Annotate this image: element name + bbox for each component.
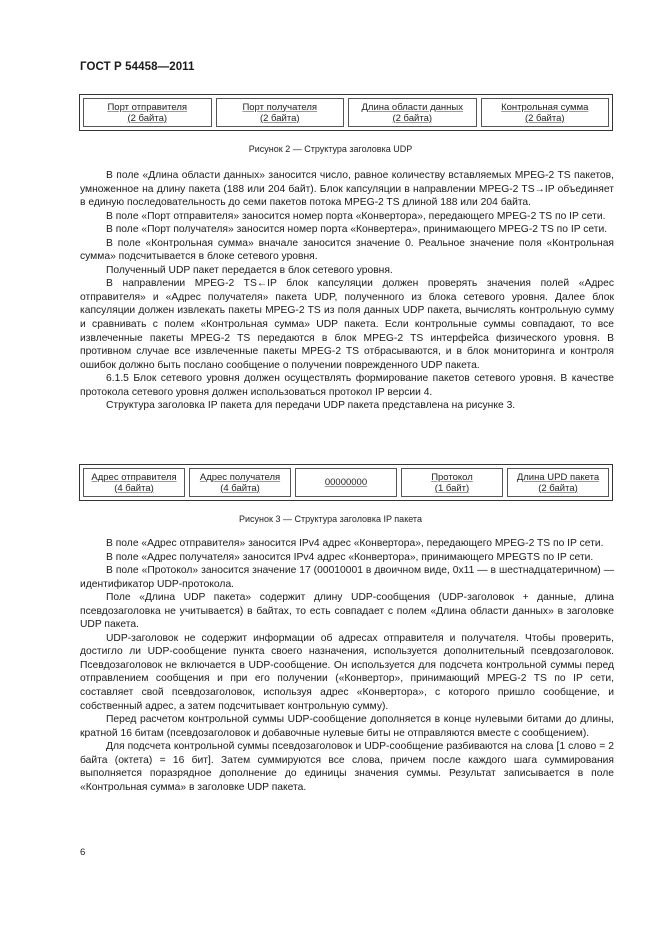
ip-field-udp-length: [507, 468, 609, 497]
field-label: Порт получателя: [242, 101, 318, 113]
field-size: (2 байта): [259, 112, 300, 124]
body-text-section-2: [80, 537, 614, 794]
field-size: (2 байта): [392, 112, 433, 124]
standard-header: ГОСТ Р 54458—2011: [80, 61, 195, 73]
field-size: (2 байта): [524, 112, 565, 124]
paragraph: Структура заголовка IP пакета для передачи UDP пакета представлена на рисунке 3.: [106, 400, 516, 412]
field-label: Адрес получателя: [199, 471, 281, 483]
ip-field-source-address: [83, 468, 185, 497]
field-label: Порт отправителя: [107, 101, 188, 113]
field-size: (4 байта): [114, 482, 154, 494]
paragraph: Для подсчета контрольной суммы псевдозаголовок и UDP-сообщение разбиваются на слова [1 слово = 2 байта (октета) = 16 бит]. Затем суммируются все слова, причем после каждого шага суммирования выполняется поразрядное дополнение до единицы значения суммы. Результат записывается в поле «Контрольная сумма» в заголовке UDP пакета.: [80, 741, 614, 793]
paragraph: В поле «Адрес получателя» заносится IPv4 адрес «Конвертора», принимающего MPEGTS по IP сети.: [106, 551, 594, 563]
udp-header-diagram: [79, 94, 613, 131]
field-label: Адрес отправителя: [91, 471, 177, 483]
udp-field-checksum: [481, 98, 610, 127]
paragraph: Полученный UDP пакет передается в блок сетевого уровня.: [106, 264, 393, 276]
paragraph: В поле «Длина области данных» заносится число, равное количеству вставляемых MPEG-2 TS пакетов, умноженное на длину пакета (188 или 204 байт). Блок капсуляции в направлении MPEG-2 TS→IP объединяет в единую последовательность до семи пакетов потока MPEG-2 TS длиной 188 или 204 байта.: [80, 170, 614, 209]
paragraph: В направлении MPEG-2 TS←IP блок капсуляции должен проверять значения полей «Адрес отправителя» и «Адрес получателя» пакета UDP, полученного из блока сетевого уровня. Далее блок капсуляции должен извлекать пакеты MPEG-2 TS из поля данных UDP пакета, вычислять контрольную сумму и сравнивать с полем «Контрольная сумма» UDP пакета. Если контрольные суммы совпадают, то все извлеченные пакеты MPEG-2 TS передаются в блок MPEG-2 TS интерфейса физического уровня. В противном случае все извлеченные пакеты MPEG-2 TS отбрасываются, и в блок мониторинга и контроля ошибок должно быть послано сообщение о получении поврежденного UDP пакета.: [80, 278, 614, 371]
ip-field-dest-address: [189, 468, 291, 497]
body-text-section-1: [80, 169, 614, 413]
ip-header-diagram: [79, 464, 613, 501]
paragraph: Перед расчетом контрольной суммы UDP-сообщение дополняется в конце нулевыми битами до длины, кратной 16 битам (псевдозаголовок и добавочные нулевые биты не отправляются вместе с сообщением).: [80, 714, 614, 739]
paragraph: UDP-заголовок не содержит информации об адресах отправителя и получателя. Чтобы проверить, достигло ли UDP-сообщение пункта своего назначения, используется дополнительный псевдозаголовок. Псевдозаголовок не включается в UDP-сообщение. Он используется для подсчета контрольной суммы перед отправлением сообщения и при его получении («Конвертор», принимающий MPEG-2 TS по IP сети, составляет свой псевдозаголовок, используя адрес «Конвертора», с которого пришло сообщение, и собственный адрес, а затем подсчитывает контрольную сумму).: [80, 632, 614, 712]
udp-field-data-length: [348, 98, 477, 127]
paragraph: В поле «Контрольная сумма» вначале заносится значение 0. Реальное значение поля «Контрольная сумма» подсчитывается в блоке сетевого уровня.: [80, 237, 614, 263]
field-size: (2 байта): [127, 112, 168, 124]
field-size: (4 байта): [220, 482, 260, 494]
ip-field-protocol: [401, 468, 503, 497]
ip-field-zeros: [295, 468, 397, 497]
figure-2-caption: Рисунок 2 — Структура заголовка UDP: [248, 144, 413, 154]
figure-3-caption: Рисунок 3 — Структура заголовка IP пакета: [239, 514, 422, 524]
paragraph: В поле «Порт получателя» заносится номер порта «Конвертера», принимающего MPEG-2 TS по IP сети.: [106, 224, 608, 236]
field-size: (1 байт): [434, 482, 470, 494]
paragraph: Поле «Длина UDP пакета» содержит длину UDP-сообщения (UDP-заголовок + данные, длина псевдозаголовка не учитывается) в байтах, то есть совпадает с полем «Длина области данных» в заголовке UDP пакета.: [80, 592, 614, 631]
field-label: Длина области данных: [361, 101, 464, 113]
field-label: Контрольная сумма: [501, 101, 589, 113]
paragraph: В поле «Адрес отправителя» заносится IPv4 адрес «Конвертора», передающего MPEG-2 TS по IP сети.: [106, 538, 604, 549]
udp-field-source-port: [83, 98, 212, 127]
paragraph: В поле «Протокол» заносится значение 17 (00010001 в двоичном виде, 0x11 — в шестнадцатеричном) — идентификатор UDP-протокола.: [80, 565, 614, 590]
paragraph: В поле «Порт отправителя» заносится номер порта «Конвертора», передающего MPEG-2 TS по IP сети.: [106, 210, 606, 222]
field-label: Длина UPD пакета: [516, 471, 600, 483]
page-number: 6: [80, 847, 86, 858]
udp-field-dest-port: [216, 98, 345, 127]
field-size: (2 байта): [538, 482, 578, 494]
field-label: Протокол: [431, 471, 473, 483]
field-label: 00000000: [324, 477, 368, 488]
paragraph: 6.1.5 Блок сетевого уровня должен осуществлять формирование пакетов сетевого уровня. В качестве протокола сетевого уровня должен использоваться протокол IP версии 4.: [80, 373, 614, 398]
